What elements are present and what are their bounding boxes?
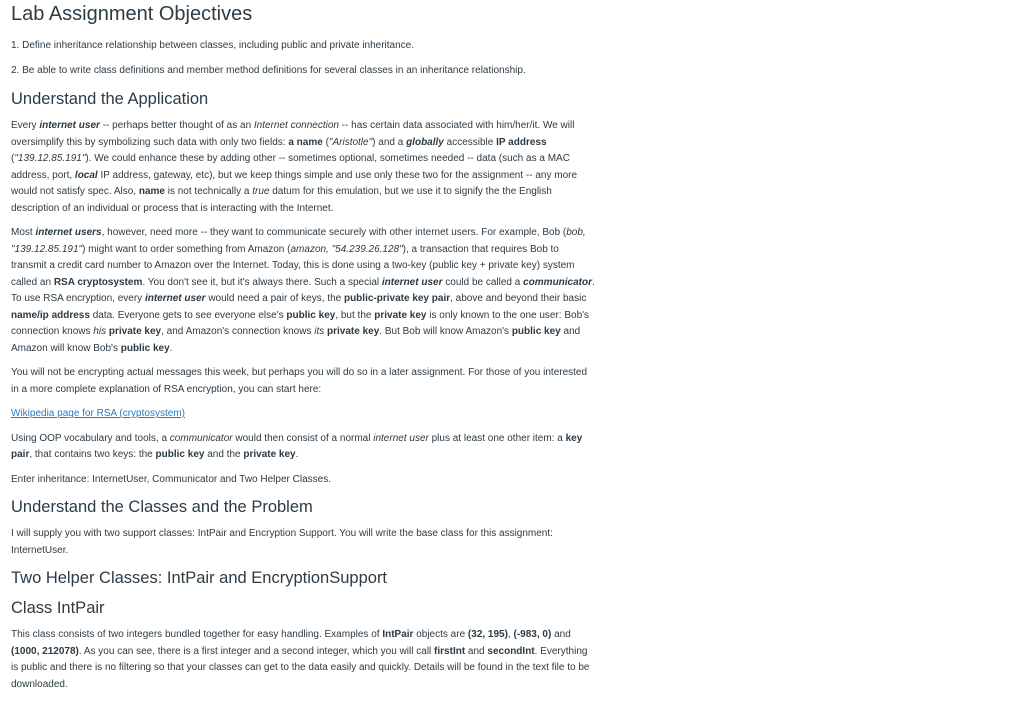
paragraph-internet-user: Every internet user -- perhaps better thought of as an Internet connection -- has certain data associated with him/her/it. We will oversimplify this by symbolizing such data with only two fields: a name ("Aristotle") and a globally accessible IP address ("139.12.85.191"). We could enhance these by adding other -- sometimes optional, sometimes needed -- data (such as a MAC address, port, local IP address, gateway, etc), but we keep things simple and use only these two for the assignment -- any more would not satisfy spec. Also, name is not technically a true datum for this emulation, but we use it to signify the the English description of an individual or process that is interacting with the Internet.	[11, 120, 578, 214]
paragraph-encryption-note: You will not be encrypting actual messages this week, but perhaps you will do so in a later assignment. For those of you interested in a more complete explanation of RSA encryption, you can start here:	[11, 367, 588, 395]
paragraph-intpair: This class consists of two integers bundled together for easy handling. Examples of IntPair objects are (32, 195), (-983, 0) and (1000, 212078). As you can see, there is a first integer and a second integer, which you will call firstInt and secondInt. Everything is public and there is no filtering so that your classes can get to the data easily and quickly. Details will be found in the text file to be downloaded.	[11, 629, 590, 690]
wikipedia-rsa-link[interactable]: Wikipedia page for RSA (cryptosystem)	[11, 408, 185, 419]
section-heading-helpers: Two Helper Classes: IntPair and EncryptionSupport	[11, 569, 388, 587]
page-title: Lab Assignment Objectives	[11, 3, 253, 25]
objective-1: 1. Define inheritance relationship between classes, including public and private inheritance.	[11, 40, 415, 51]
subheading-intpair: Class IntPair	[11, 599, 105, 617]
paragraph-inheritance: Enter inheritance: InternetUser, Communicator and Two Helper Classes.	[11, 473, 331, 485]
paragraph-communicator: Most internet users, however, need more -- they want to communicate securely with other internet users. For example, Bob (bob, "139.12.85.191") might want to order something from Amazon (amazon, "54.239.26.128"), a transaction that requires Bob to transmit a credit card number to Amazon over the Internet. Today, this is done using a two-key (public key + private key) system called an RSA cryptosystem. You don't see it, but it's always there. Such a special internet user could be called a communicator. To use RSA encryption, every internet user would need a pair of keys, the public-private key pair, above and beyond their basic name/ip address data. Everyone gets to see everyone else's public key, but the private key is only known to the one user: Bob's connection knows his private key, and Amazon's connection knows its private key. But Bob will know Amazon's public key and Amazon will know Bob's public key.	[11, 227, 595, 354]
section-heading-application: Understand the Application	[11, 90, 209, 108]
objective-2: 2. Be able to write class definitions and member method definitions for several classes in an inheritance relationship.	[11, 65, 526, 76]
paragraph-oop: Using OOP vocabulary and tools, a communicator would then consist of a normal internet user plus at least one other item: a key pair, that contains two keys: the public key and the private key.	[11, 432, 583, 460]
paragraph-link	[11, 406, 596, 423]
assignment-content	[11, 0, 596, 701]
paragraph-support-classes: I will supply you with two support classes: IntPair and Encryption Support. You will write the base class for this assignment: InternetUser.	[11, 528, 553, 556]
section-heading-classes: Understand the Classes and the Problem	[11, 498, 313, 516]
